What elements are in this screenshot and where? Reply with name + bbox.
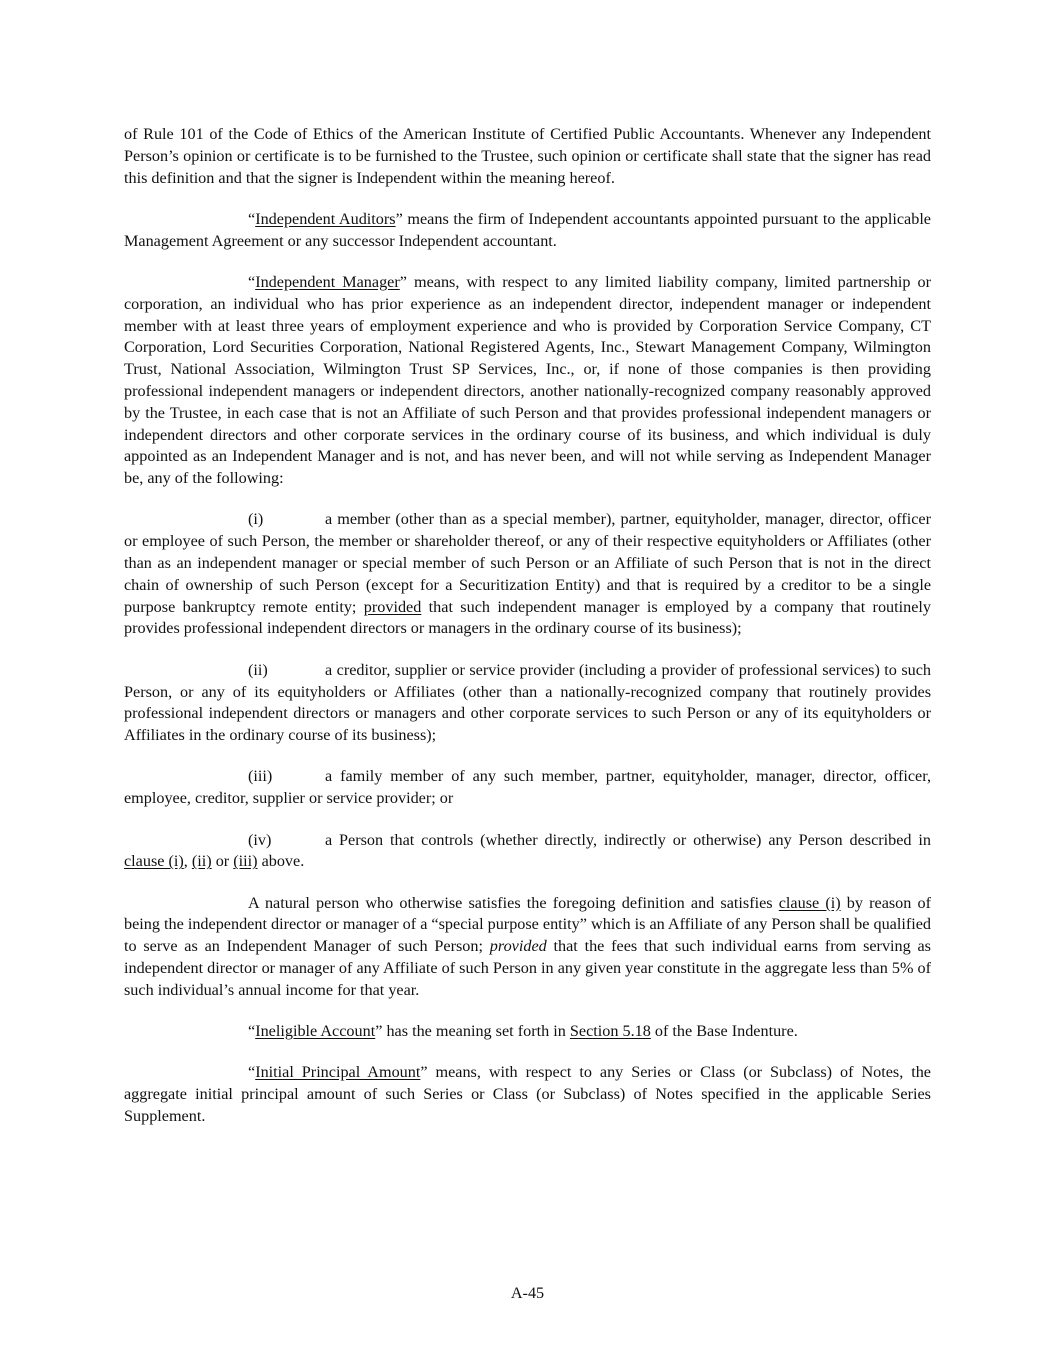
clause-text: above. bbox=[257, 852, 305, 871]
open-quote: “ bbox=[248, 272, 256, 291]
document-page bbox=[124, 124, 931, 1147]
clause-number: (iv) bbox=[248, 830, 272, 849]
clause-number: (ii) bbox=[248, 660, 268, 679]
clause-text: that such independent manager is employed by a company that routinely provides professional independent directors or managers in the ordinary course of its business); bbox=[124, 597, 932, 638]
section-reference: Section 5.18 bbox=[569, 1022, 651, 1041]
clause-text: a creditor, supplier or service provider (including a provider of professional services) to such Person, or any of its equityholders or Affiliates (other than a nationally-recognized company that routinely provides professional independent directors or managers and other corporate services to such Person or any of its equityholders or Affiliates in the ordinary course of its business); bbox=[124, 660, 931, 745]
clause-ii bbox=[124, 660, 931, 747]
open-quote: “ bbox=[248, 1063, 256, 1082]
definition-text: ” has the meaning set forth in bbox=[375, 1022, 570, 1041]
definition-text: ” means, with respect to any limited liability company, limited partnership or corporation, an individual who has prior experience as an independent director, independent manager or independent member with at least three years of employment experience and who is provided by Corporation Service Company, CT Corporation, Lord Securities Corporation, National Registered Agents, Inc., Stewart Management Company, Wilmington Trust, National Association, Wilmington Trust SP Services, Inc., or, if none of those companies is then providing professional independent managers or independent directors, another nationally-recognized company reasonably approved by the Trustee, in each case that is not an Affiliate of such Person and that provides professional independent managers or independent directors and other corporate services in the ordinary course of its business, and which individual is duly appointed as an Independent Manager and is not, and has never been, and will not while serving as Independent Manager be, any of the following: bbox=[124, 272, 932, 488]
defined-term: Independent Manager bbox=[255, 272, 400, 291]
proviso-term: provided bbox=[363, 597, 422, 616]
clause-reference-i: clause (i) bbox=[778, 893, 841, 912]
defined-term: Initial Principal Amount bbox=[255, 1063, 421, 1082]
open-quote: “ bbox=[248, 209, 256, 228]
paragraph-independent-definition-continued: of Rule 101 of the Code of Ethics of the American Institute of Certified Public Accountants. Whenever any Independent Person’s opinion or certificate is to be furnished to the Trustee, such opinion or certificate shall state that the signer has read this definition and that the signer is Independent within the meaning hereof. bbox=[124, 125, 931, 187]
definition-text: of the Base Indenture. bbox=[650, 1022, 798, 1041]
paragraph-text: that the fees that such individual earns from serving as independent director or manager of any Affiliate of such Person in any given year constitute in the aggregate less than 5% of such individual’s annual income for that year. bbox=[124, 937, 931, 999]
clause-number: (iii) bbox=[248, 767, 273, 786]
definition-ineligible-account bbox=[124, 1021, 931, 1043]
separator: , bbox=[183, 852, 192, 871]
definition-independent-auditors bbox=[124, 209, 931, 253]
clause-reference-i: clause (i) bbox=[124, 852, 184, 871]
separator: or bbox=[211, 852, 234, 871]
clause-reference-iii: (iii) bbox=[233, 852, 258, 871]
clause-text: a Person that controls (whether directly, indirectly or otherwise) any Person described in bbox=[325, 830, 931, 849]
defined-term: Ineligible Account bbox=[255, 1022, 376, 1041]
paragraph-natural-person bbox=[124, 893, 931, 1002]
paragraph-text: by reason of being the independent director or manager of a “special purpose entity” which is an Affiliate of any Person shall be qualified to serve as an Independent Manager of such Person; bbox=[124, 893, 932, 956]
clause-iv bbox=[124, 830, 931, 874]
clause-text: a family member of any such member, partner, equityholder, manager, director, officer, employee, creditor, supplier or service provider; or bbox=[124, 767, 931, 808]
definition-initial-principal-amount bbox=[124, 1062, 931, 1127]
clause-reference-ii: (ii) bbox=[191, 852, 212, 871]
definition-text: ” means the firm of Independent accountants appointed pursuant to the applicable Management Agreement or any successor Independent accountant. bbox=[124, 209, 931, 250]
defined-term: Independent Auditors bbox=[255, 209, 396, 228]
proviso-term: provided bbox=[489, 937, 547, 956]
page-number: A-45 bbox=[510, 1284, 545, 1302]
clause-number: (i) bbox=[248, 510, 264, 529]
clause-iii bbox=[124, 766, 931, 810]
clause-text: a member (other than as a special member), partner, equityholder, manager, director, officer or employee of such Person, the member or shareholder thereof, or any of their respective equityholders or Affiliates (other than as an independent manager or special member of such Person or an Affiliate of such Person that is not in the direct chain of ownership of such Person (except for a Securitization Entity) and that is required by a creditor to be a single purpose bankruptcy remote entity; bbox=[124, 510, 931, 616]
clause-i bbox=[124, 509, 931, 640]
definition-text: ” means, with respect to any Series or Class (or Subclass) of Notes, the aggregate initial principal amount of such Series or Class (or Subclass) of Notes specified in the applicable Series Supplement. bbox=[124, 1063, 931, 1125]
open-quote: “ bbox=[248, 1022, 256, 1041]
paragraph-text: A natural person who otherwise satisfies the foregoing definition and satisfies bbox=[248, 893, 779, 912]
definition-independent-manager bbox=[124, 272, 931, 490]
